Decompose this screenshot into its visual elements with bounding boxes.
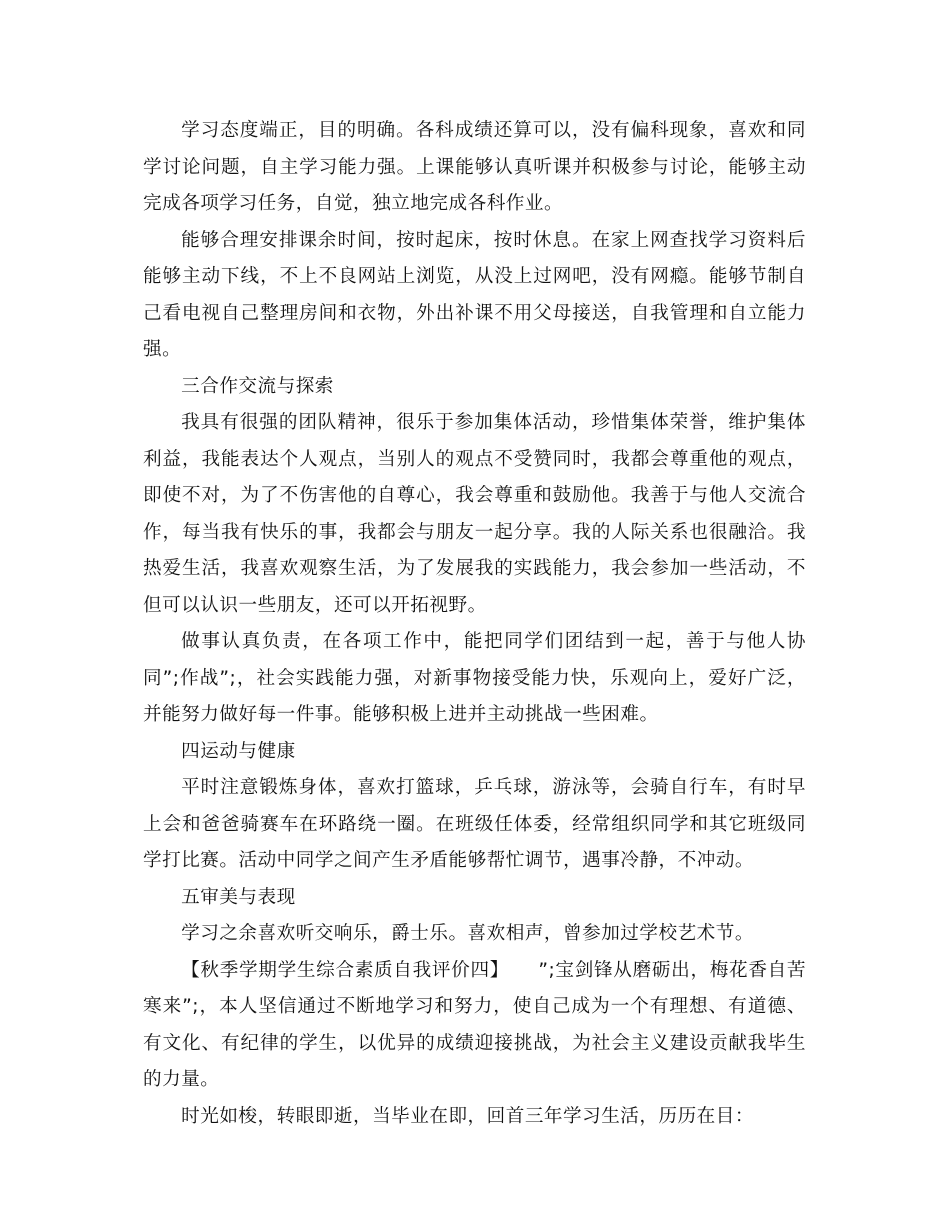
- paragraph-hobbies: 学习之余喜欢听交响乐，爵士乐。喜欢相声，曾参加过学校艺术节。: [181, 923, 754, 944]
- section-heading-sports: 四运动与健康: [181, 740, 296, 762]
- paragraph-time-flies: 时光如梭，转眼即逝，当毕业在即，回首三年学习生活，历历在目：: [181, 1105, 754, 1127]
- section-heading-aesthetics: 五审美与表现: [181, 886, 296, 908]
- paragraph-exercise: 平时注意锻炼身体，喜欢打篮球，乒乓球，游泳等，会骑自行车，有时早上会和爸爸骑赛车在环路绕一圈。在班级任体委，经常组织同学和其它班级同学打比赛。活动中同学之间产生矛盾能够帮忙调节，遇事冷静，不冲动。: [143, 777, 806, 871]
- paragraph-team-spirit: 我具有很强的团队精神，很乐于参加集体活动，珍惜集体荣誉，维护集体利益，我能表达个人观点，当别人的观点不受赞同时，我都会尊重他的观点，即使不对，为了不伤害他的自尊心，我会尊重和鼓励他。我善于与他人交流合作，每当我有快乐的事，我都会与朋友一起分享。我的人际关系也很融洽。我热爱生活，我喜欢观察生活，为了发展我的实践能力，我会参加一些活动，不但可以认识一些朋友，还可以开拓视野。: [143, 412, 806, 616]
- paragraph-time-management: 能够合理安排课余时间，按时起床，按时休息。在家上网查找学习资料后能够主动下线，不上不良网站上浏览，从没上过网吧，没有网瘾。能够节制自己看电视自己整理房间和衣物，外出补课不用父母接送，自我管理和自立能力强。: [143, 229, 806, 360]
- document-body: [143, 113, 806, 1135]
- section-heading-cooperation: 三合作交流与探索: [181, 375, 334, 397]
- paragraph-self-evaluation-four: 【秋季学期学生综合素质自我评价四】 ”;宝剑锋从磨砺出，梅花香自苦寒来”;，本人坚信通过不断地学习和努力，使自己成为一个有理想、有道德、有文化、有纪律的学生，以优异的成绩迎接挑战，为社会主义建设贡献我毕生的力量。: [143, 959, 806, 1090]
- paragraph-study-attitude: 学习态度端正，目的明确。各科成绩还算可以，没有偏科现象，喜欢和同学讨论问题，自主学习能力强。上课能够认真听课并积极参与讨论，能够主动完成各项学习任务，自觉，独立地完成各科作业。: [143, 120, 806, 214]
- paragraph-responsibility: 做事认真负责，在各项工作中，能把同学们团结到一起，善于与他人协同”;作战”;，社会实践能力强，对新事物接受能力快，乐观向上，爱好广泛，并能努力做好每一件事。能够积极上进并主动挑战一些困难。: [143, 631, 806, 725]
